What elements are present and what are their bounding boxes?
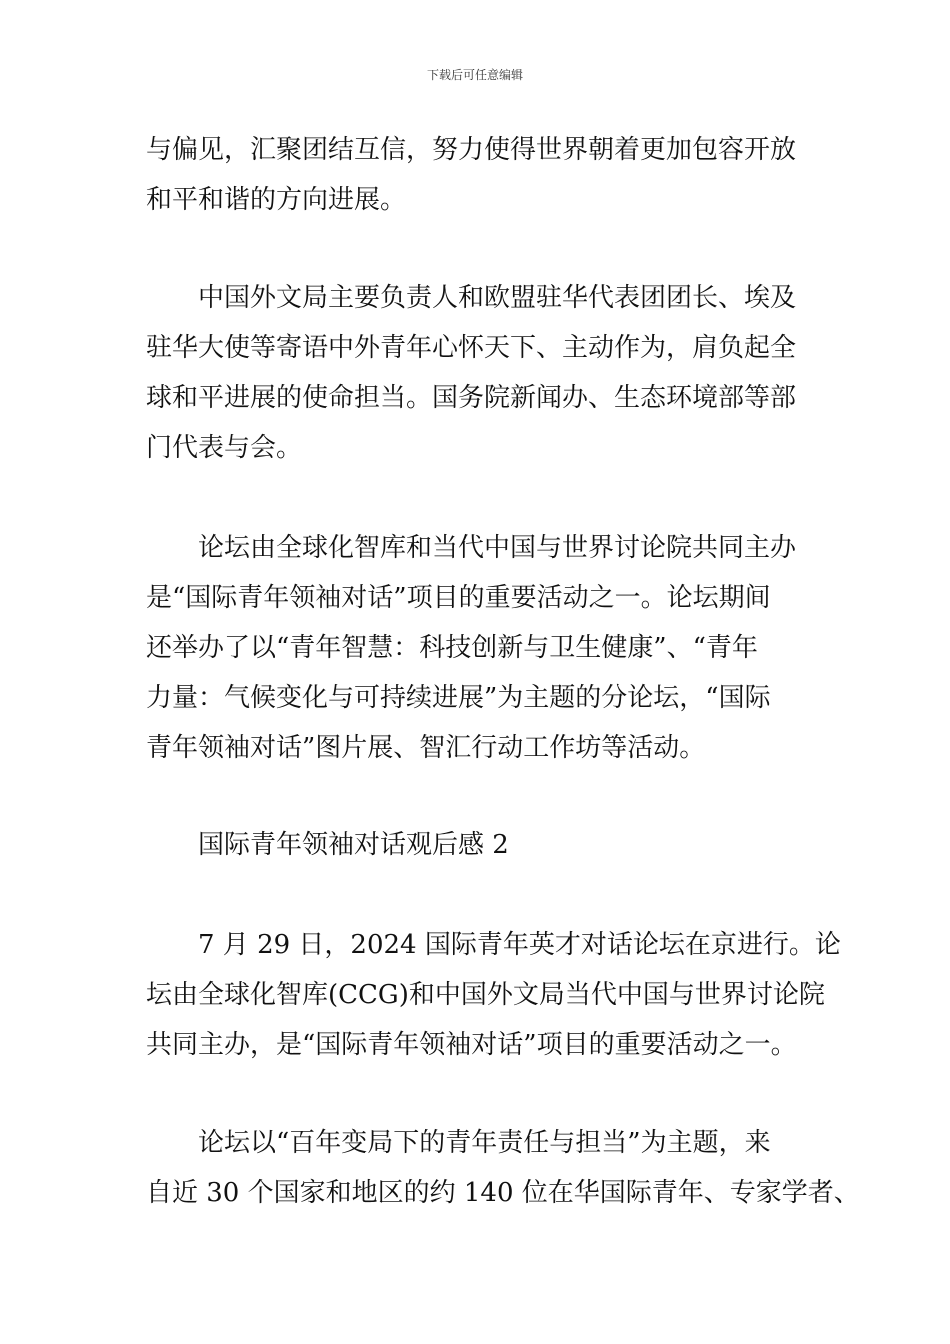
paragraph-2 (146, 273, 826, 473)
text-line: 7 月 29 日，2024 国际青年英才对话论坛在京进行。论 (198, 930, 841, 960)
text-line: 球和平进展的使命担当。国务院新闻办、生态环境部等部 (146, 383, 797, 413)
paragraph-5 (146, 1118, 860, 1218)
page-header: 下载后可任意编辑 (426, 68, 523, 82)
text-line: 驻华大使等寄语中外青年心怀天下、主动作为，肩负起全 (146, 333, 797, 363)
text-line: 和平和谐的方向进展。 (146, 185, 407, 215)
paragraph-3 (146, 523, 826, 773)
text-line: 共同主办，是“国际青年领袖对话”项目的重要活动之一。 (146, 1030, 797, 1060)
text-line: 是“国际青年领袖对话”项目的重要活动之一。论坛期间 (146, 583, 771, 613)
text-line: 论坛以“百年变局下的青年责任与担当”为主题，来 (198, 1128, 771, 1158)
text-line: 门代表与会。 (146, 433, 303, 463)
text-line: 坛由全球化智库(CCG)和中国外文局当代中国与世界讨论院 (146, 980, 825, 1010)
heading-text: 国际青年领袖对话观后感 2 (198, 830, 509, 860)
text-line: 力量：气候变化与可持续进展”为主题的分论坛，“国际 (146, 683, 771, 713)
text-line: 论坛由全球化智库和当代中国与世界讨论院共同主办 (198, 533, 797, 563)
paragraph-4 (146, 920, 841, 1070)
text-line: 还举办了以“青年智慧：科技创新与卫生健康”、“青年 (146, 633, 758, 663)
text-line: 自近 30 个国家和地区的约 140 位在华国际青年、专家学者、 (146, 1178, 860, 1208)
text-line: 青年领袖对话”图片展、智汇行动工作坊等活动。 (146, 733, 706, 763)
section-heading (146, 820, 826, 870)
text-line: 与偏见，汇聚团结互信，努力使得世界朝着更加包容开放 (146, 135, 797, 165)
text-line: 中国外文局主要负责人和欧盟驻华代表团团长、埃及 (198, 283, 797, 313)
paragraph-1 (146, 125, 826, 225)
